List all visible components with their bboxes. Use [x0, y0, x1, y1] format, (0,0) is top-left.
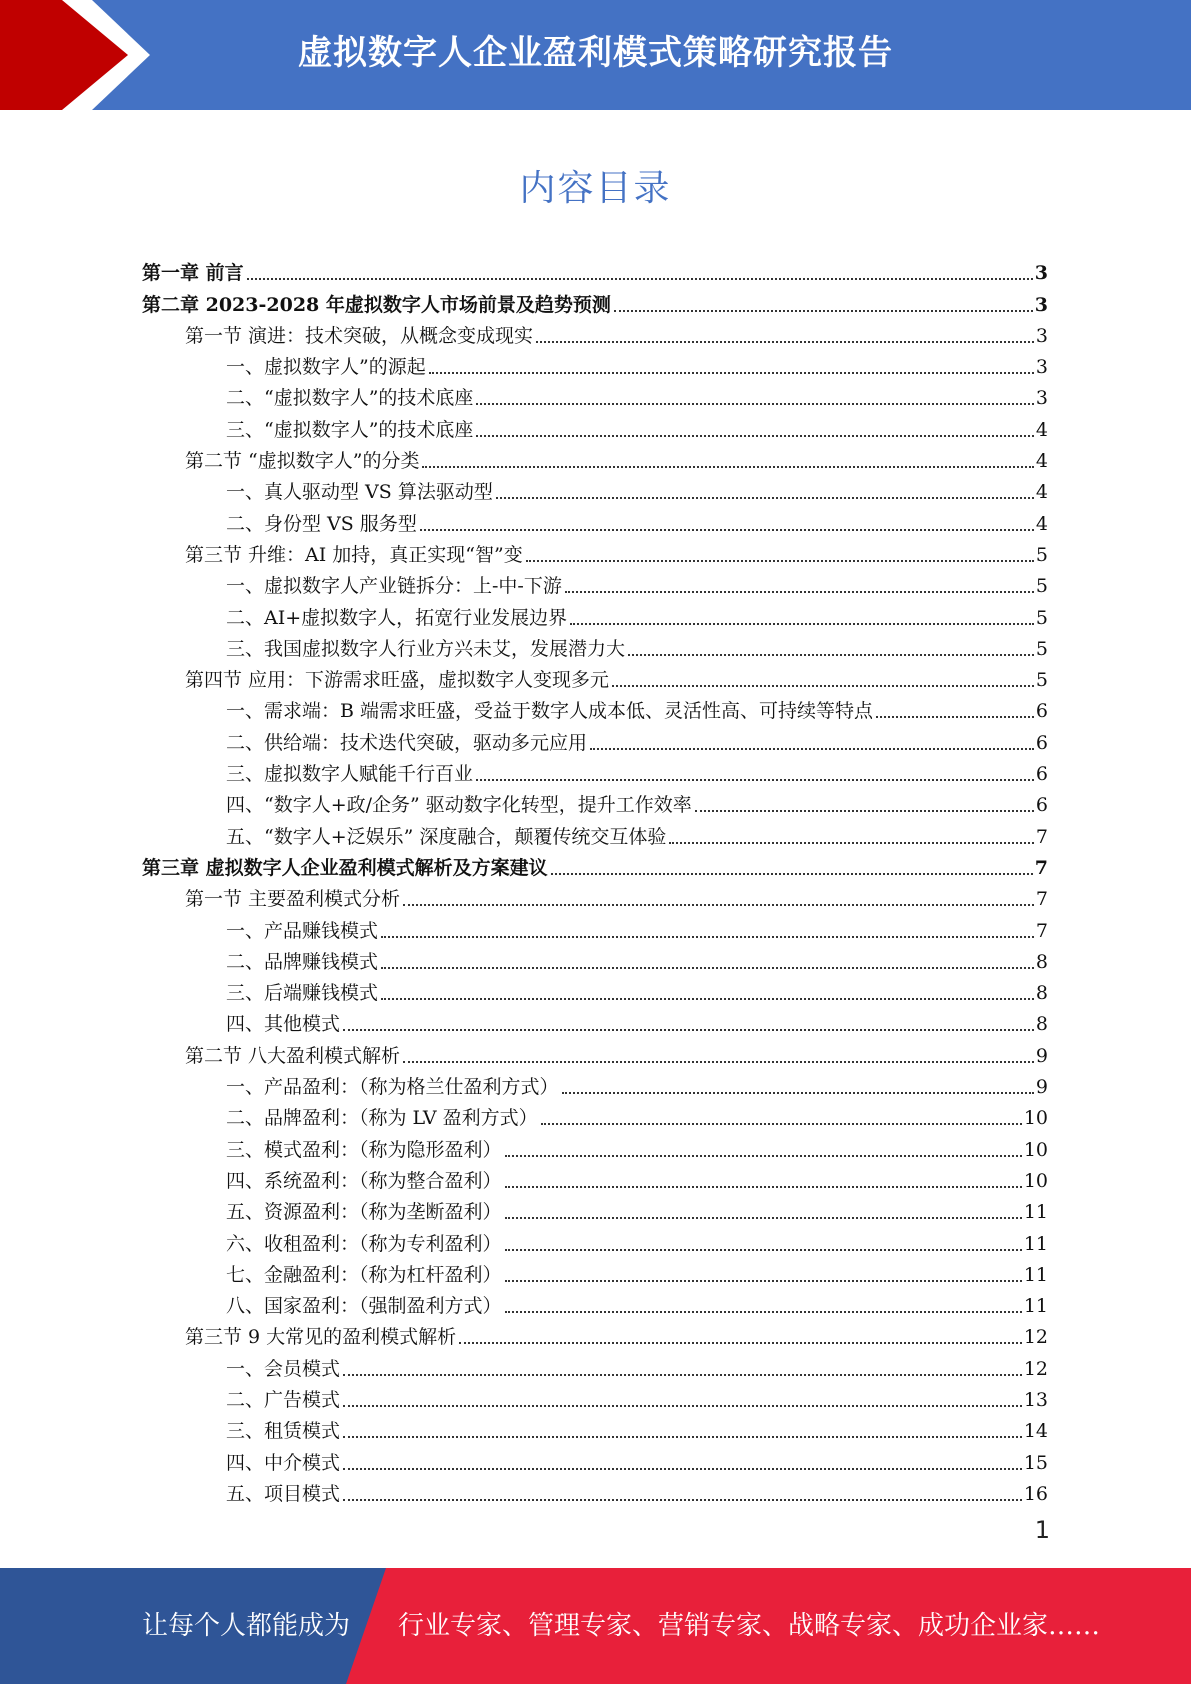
- toc-dot-leader: [551, 873, 1033, 875]
- toc-entry[interactable]: [142, 1318, 1048, 1349]
- toc-entry-title: 三、虚拟数字人赋能千行百业: [226, 763, 474, 786]
- toc-entry[interactable]: [142, 285, 1048, 316]
- toc-entry-page: 15: [1023, 1451, 1048, 1474]
- toc-entry-page: 11: [1023, 1232, 1048, 1255]
- toc-entry-title: 四、中介模式: [226, 1451, 341, 1474]
- toc-entry-page: 8: [1035, 982, 1048, 1005]
- toc-entry[interactable]: [142, 880, 1048, 911]
- toc-dot-leader: [565, 591, 1034, 593]
- toc-dot-leader: [476, 779, 1034, 781]
- toc-entry[interactable]: [142, 504, 1048, 535]
- toc-entry-page: 5: [1035, 669, 1048, 692]
- page-footer-banner: [0, 1568, 1191, 1684]
- toc-entry-page: 6: [1035, 763, 1048, 786]
- toc-dot-leader: [343, 1374, 1022, 1376]
- toc-entry[interactable]: [142, 1287, 1048, 1318]
- toc-entry[interactable]: [142, 1224, 1048, 1255]
- toc-dot-leader: [536, 341, 1034, 343]
- toc-entry[interactable]: [142, 598, 1048, 629]
- toc-entry-title: 第三章 虚拟数字人企业盈利模式解析及方案建议: [142, 856, 548, 879]
- toc-entry-page: 11: [1023, 1295, 1048, 1318]
- toc-entry[interactable]: [142, 1005, 1048, 1036]
- toc-entry[interactable]: [142, 1256, 1048, 1287]
- toc-entry-title: 第二节 “虚拟数字人”的分类: [185, 450, 420, 473]
- toc-entry-title: 第二章 2023-2028 年虚拟数字人市场前景及趋势预测: [142, 293, 611, 316]
- toc-dot-leader: [505, 1280, 1022, 1282]
- toc-entry-title: 三、租赁模式: [226, 1420, 341, 1443]
- toc-dot-leader: [526, 560, 1034, 562]
- page-number: 1: [1034, 1516, 1050, 1544]
- toc-dot-leader: [505, 1311, 1022, 1313]
- toc-entry-page: 3: [1035, 387, 1048, 410]
- toc-entry[interactable]: [142, 317, 1048, 348]
- toc-entry[interactable]: [142, 1349, 1048, 1380]
- toc-entry-title: 五、资源盈利：（称为垄断盈利）: [226, 1201, 502, 1224]
- toc-dot-leader: [343, 1499, 1022, 1501]
- toc-entry-page: 6: [1035, 794, 1048, 817]
- toc-entry[interactable]: [142, 379, 1048, 410]
- toc-entry[interactable]: [142, 1193, 1048, 1224]
- toc-dot-leader: [562, 1092, 1034, 1094]
- toc-entry[interactable]: [142, 1130, 1048, 1161]
- toc-entry[interactable]: [142, 1412, 1048, 1443]
- toc-entry-title: 第三节 9 大常见的盈利模式解析: [185, 1326, 457, 1349]
- toc-dot-leader: [459, 1342, 1022, 1344]
- toc-entry[interactable]: [142, 348, 1048, 379]
- toc-entry[interactable]: [142, 817, 1048, 848]
- toc-dot-leader: [541, 1123, 1022, 1125]
- toc-entry[interactable]: [142, 943, 1048, 974]
- toc-entry-title: 一、产品盈利：（称为格兰仕盈利方式）: [226, 1076, 559, 1099]
- toc-dot-leader: [343, 1468, 1022, 1470]
- toc-entry-title: 六、收租盈利：（称为专利盈利）: [226, 1232, 502, 1255]
- toc-entry-title: 一、会员模式: [226, 1357, 341, 1380]
- toc-entry-page: 8: [1035, 1013, 1048, 1036]
- toc-dot-leader: [403, 904, 1034, 906]
- report-title: 虚拟数字人企业盈利模式策略研究报告: [298, 33, 893, 73]
- toc-entry-title: 三、模式盈利：（称为隐形盈利）: [226, 1138, 502, 1161]
- toc-dot-leader: [505, 1217, 1022, 1219]
- toc-entry[interactable]: [142, 567, 1048, 598]
- toc-entry[interactable]: [142, 1475, 1048, 1506]
- toc-entry[interactable]: [142, 442, 1048, 473]
- toc-dot-leader: [505, 1155, 1022, 1157]
- toc-entry-page: 9: [1035, 1076, 1048, 1099]
- toc-entry-title: 第二节 八大盈利模式解析: [185, 1044, 401, 1067]
- toc-entry-page: 3: [1034, 262, 1048, 285]
- toc-entry-title: 一、虚拟数字人”的源起: [226, 356, 426, 379]
- toc-dot-leader: [343, 1405, 1022, 1407]
- toc-entry-page: 10: [1023, 1138, 1048, 1161]
- toc-entry-page: 10: [1023, 1107, 1048, 1130]
- toc-entry-page: 8: [1035, 950, 1048, 973]
- toc-entry-page: 16: [1023, 1482, 1048, 1505]
- toc-entry-page: 13: [1023, 1388, 1048, 1411]
- toc-entry[interactable]: [142, 1162, 1048, 1193]
- toc-entry-title: 一、需求端：B 端需求旺盛，受益于数字人成本低、灵活性高、可持续等特点: [226, 700, 874, 723]
- toc-entry[interactable]: [142, 630, 1048, 661]
- toc-entry-title: 二、品牌赚钱模式: [226, 950, 379, 973]
- toc-entry-title: 七、金融盈利：（称为杠杆盈利）: [226, 1263, 502, 1286]
- toc-entry-title: 八、国家盈利：（强制盈利方式）: [226, 1295, 502, 1318]
- toc-entry[interactable]: [142, 1443, 1048, 1474]
- toc-dot-leader: [381, 998, 1034, 1000]
- toc-entry-page: 12: [1023, 1326, 1048, 1349]
- toc-dot-leader: [422, 466, 1033, 468]
- toc-entry-page: 6: [1035, 731, 1048, 754]
- toc-entry-page: 3: [1035, 356, 1048, 379]
- toc-entry-title: 三、我国虚拟数字人行业方兴未艾，发展潜力大: [226, 637, 626, 660]
- toc-dot-leader: [570, 623, 1034, 625]
- toc-entry[interactable]: [142, 1099, 1048, 1130]
- toc-entry-title: 二、品牌盈利：（称为 LV 盈利方式）: [226, 1107, 538, 1130]
- toc-entry-title: 二、“虚拟数字人”的技术底座: [226, 387, 474, 410]
- toc-entry-title: 三、“虚拟数字人”的技术底座: [226, 418, 474, 441]
- toc-entry-title: 四、“数字人+政/企务” 驱动数字化转型，提升工作效率: [226, 794, 692, 817]
- toc-entry-title: 三、后端赚钱模式: [226, 982, 379, 1005]
- toc-entry-title: 第四节 应用：下游需求旺盛，虚拟数字人变现多元: [185, 669, 610, 692]
- toc-dot-leader: [505, 1249, 1022, 1251]
- toc-entry-page: 6: [1035, 700, 1048, 723]
- toc-dot-leader: [429, 372, 1034, 374]
- toc-entry[interactable]: [142, 911, 1048, 942]
- toc-entry[interactable]: [142, 1068, 1048, 1099]
- page-header-banner: [0, 0, 1191, 110]
- toc-entry-title: 第一章 前言: [142, 262, 244, 285]
- toc-entry-page: 11: [1023, 1263, 1048, 1286]
- toc-dot-leader: [695, 810, 1034, 812]
- toc-dot-leader: [614, 310, 1033, 312]
- toc-entry[interactable]: [142, 254, 1048, 285]
- toc-entry-page: 10: [1023, 1169, 1048, 1192]
- toc-entry-page: 4: [1035, 450, 1048, 473]
- toc-entry-title: 五、“数字人+泛娱乐” 深度融合，颠覆传统交互体验: [226, 825, 667, 848]
- toc-entry-title: 五、项目模式: [226, 1482, 341, 1505]
- toc-entry[interactable]: [142, 692, 1048, 723]
- toc-entry-title: 第三节 升维：AI 加持，真正实现“智”变: [185, 543, 523, 566]
- toc-entry-title: 二、AI+虚拟数字人，拓宽行业发展边界: [226, 606, 568, 629]
- toc-entry-page: 5: [1035, 543, 1048, 566]
- footer-slogan-right: 行业专家、管理专家、营销专家、战略专家、成功企业家……: [398, 1611, 1101, 1641]
- toc-entry-page: 11: [1023, 1201, 1048, 1224]
- toc-dot-leader: [381, 936, 1034, 938]
- toc-entry-title: 四、其他模式: [226, 1013, 341, 1036]
- toc-dot-leader: [669, 842, 1034, 844]
- toc-dot-leader: [590, 748, 1034, 750]
- toc-dot-leader: [403, 1061, 1034, 1063]
- toc-dot-leader: [247, 278, 1033, 280]
- toc-dot-leader: [628, 654, 1034, 656]
- toc-entry[interactable]: [142, 723, 1048, 754]
- toc-entry-title: 二、广告模式: [226, 1388, 341, 1411]
- toc-entry-page: 7: [1035, 919, 1048, 942]
- toc-entry-title: 二、身份型 VS 服务型: [226, 512, 417, 535]
- toc-entry[interactable]: [142, 473, 1048, 504]
- toc-entry-page: 14: [1023, 1420, 1048, 1443]
- toc-entry-page: 7: [1035, 888, 1048, 911]
- toc-entry-page: 7: [1035, 825, 1048, 848]
- toc-entry[interactable]: [142, 410, 1048, 441]
- toc-entry-title: 第一节 演进：技术突破，从概念变成现实: [185, 324, 534, 347]
- table-of-contents: [142, 254, 1048, 1506]
- toc-entry[interactable]: [142, 661, 1048, 692]
- toc-dot-leader: [505, 1186, 1022, 1188]
- toc-entry-title: 四、系统盈利：（称为整合盈利）: [226, 1169, 502, 1192]
- toc-entry-title: 一、产品赚钱模式: [226, 919, 379, 942]
- toc-dot-leader: [476, 403, 1033, 405]
- toc-entry-title: 二、供给端：技术迭代突破，驱动多元应用: [226, 731, 588, 754]
- toc-dot-leader: [876, 716, 1034, 718]
- toc-entry-title: 一、真人驱动型 VS 算法驱动型: [226, 481, 493, 504]
- toc-entry[interactable]: [142, 755, 1048, 786]
- toc-entry-page: 5: [1035, 606, 1048, 629]
- toc-entry-page: 5: [1035, 637, 1048, 660]
- toc-entry-page: 4: [1035, 418, 1048, 441]
- toc-entry-page: 5: [1035, 575, 1048, 598]
- toc-entry[interactable]: [142, 536, 1048, 567]
- toc-entry[interactable]: [142, 1381, 1048, 1412]
- toc-heading: 内容目录: [519, 168, 672, 209]
- footer-slogan-left: 让每个人都能成为: [142, 1611, 351, 1641]
- toc-entry-title: 一、虚拟数字人产业链拆分：上-中-下游: [226, 575, 562, 598]
- toc-dot-leader: [343, 1436, 1022, 1438]
- toc-dot-leader: [476, 435, 1033, 437]
- toc-entry-page: 3: [1035, 324, 1048, 347]
- toc-entry-title: 第一节 主要盈利模式分析: [185, 888, 401, 911]
- toc-dot-leader: [612, 685, 1034, 687]
- toc-entry-page: 9: [1035, 1044, 1048, 1067]
- toc-entry[interactable]: [142, 786, 1048, 817]
- toc-dot-leader: [381, 967, 1034, 969]
- toc-entry-page: 12: [1023, 1357, 1048, 1380]
- toc-dot-leader: [343, 1029, 1034, 1031]
- toc-entry-page: 4: [1035, 512, 1048, 535]
- toc-entry[interactable]: [142, 974, 1048, 1005]
- toc-entry-page: 3: [1034, 293, 1048, 316]
- toc-entry[interactable]: [142, 1036, 1048, 1067]
- toc-entry-page: 4: [1035, 481, 1048, 504]
- toc-entry[interactable]: [142, 849, 1048, 880]
- toc-entry-page: 7: [1034, 856, 1048, 879]
- toc-dot-leader: [420, 529, 1034, 531]
- toc-dot-leader: [496, 497, 1034, 499]
